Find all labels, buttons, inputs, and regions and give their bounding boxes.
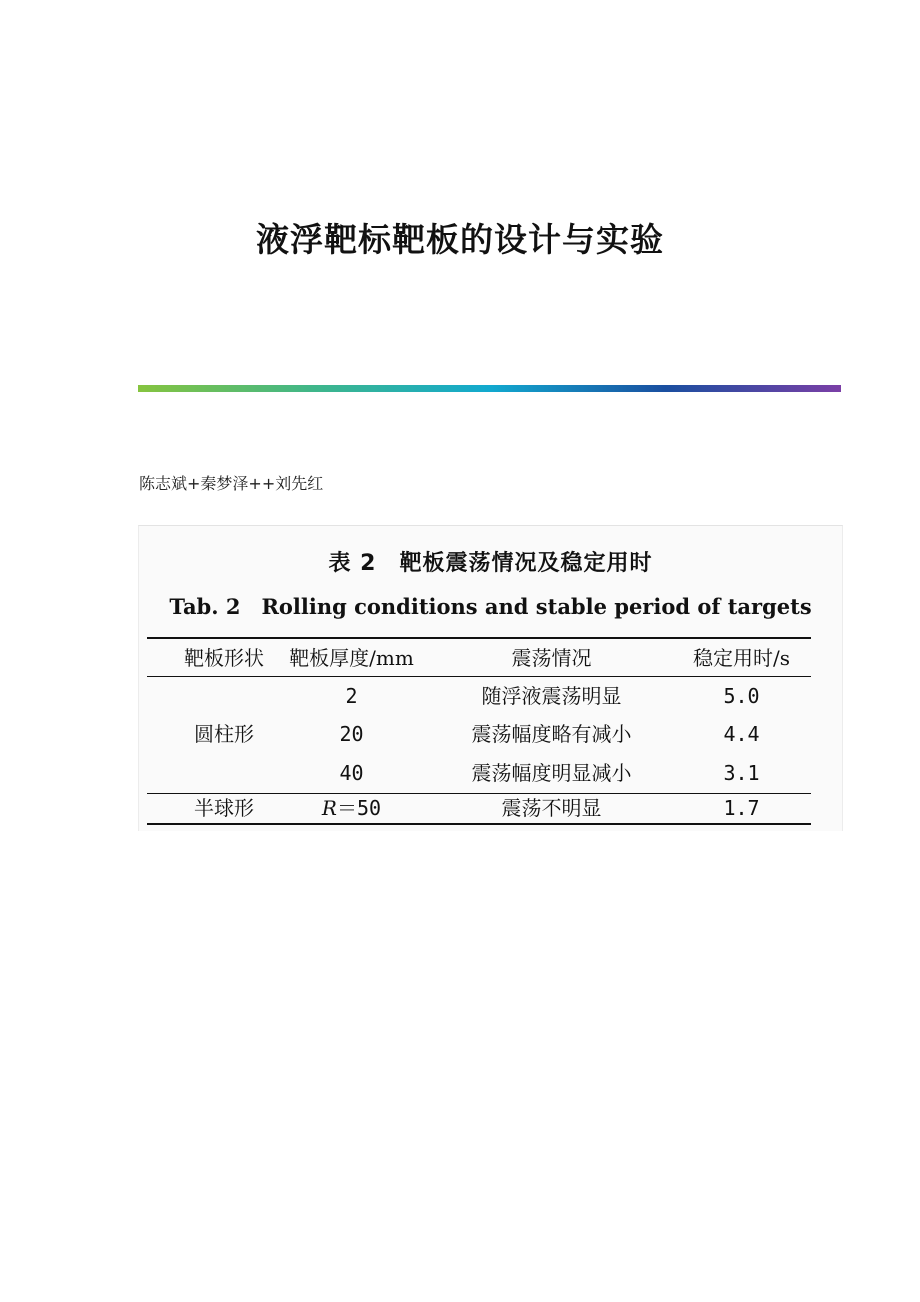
radius-symbol: R <box>321 796 337 820</box>
table-bottom-rule <box>147 823 811 825</box>
table-caption-english: Tab. 2 Rolling conditions and stable period of targets <box>169 594 812 619</box>
hemisphere-thickness-cell <box>279 794 424 822</box>
table-caption-chinese: 表 2 靶板震荡情况及稳定用时 <box>328 551 653 576</box>
header-condition: 震荡情况 <box>511 646 592 670</box>
author-line: 陈志斌+秦梦泽++刘先红 <box>139 474 324 493</box>
decorative-gradient-divider <box>138 385 841 392</box>
table-cell-condition: 震荡幅度明显减小 <box>471 761 632 785</box>
table-cell-time: 5.0 <box>723 684 760 708</box>
table-cell-condition: 随浮液震荡明显 <box>481 684 622 708</box>
hemisphere-condition-cell: 震荡不明显 <box>501 796 602 820</box>
table-header-rule <box>147 676 811 677</box>
hemisphere-shape-cell: 半球形 <box>194 796 254 820</box>
table-cell-thickness: 2 <box>345 684 358 708</box>
document-title: 液浮靶标靶板的设计与实验 <box>256 220 664 259</box>
table-cell-thickness: 40 <box>339 761 364 785</box>
table-figure <box>138 525 843 831</box>
table-cell-time: 4.4 <box>723 722 760 746</box>
hemisphere-time-cell: 1.7 <box>723 796 760 820</box>
header-shape: 靶板形状 <box>184 646 264 670</box>
table-top-rule <box>147 637 811 639</box>
table-cell-thickness: 20 <box>339 722 364 746</box>
table-cell-condition: 震荡幅度略有减小 <box>471 722 632 746</box>
header-stable-time: 稳定用时/s <box>692 646 790 670</box>
cylinder-shape-cell: 圆柱形 <box>194 722 254 746</box>
header-thickness: 靶板厚度/mm <box>289 646 414 670</box>
table-cell-time: 3.1 <box>723 761 760 785</box>
radius-value: ＝50 <box>336 796 382 820</box>
